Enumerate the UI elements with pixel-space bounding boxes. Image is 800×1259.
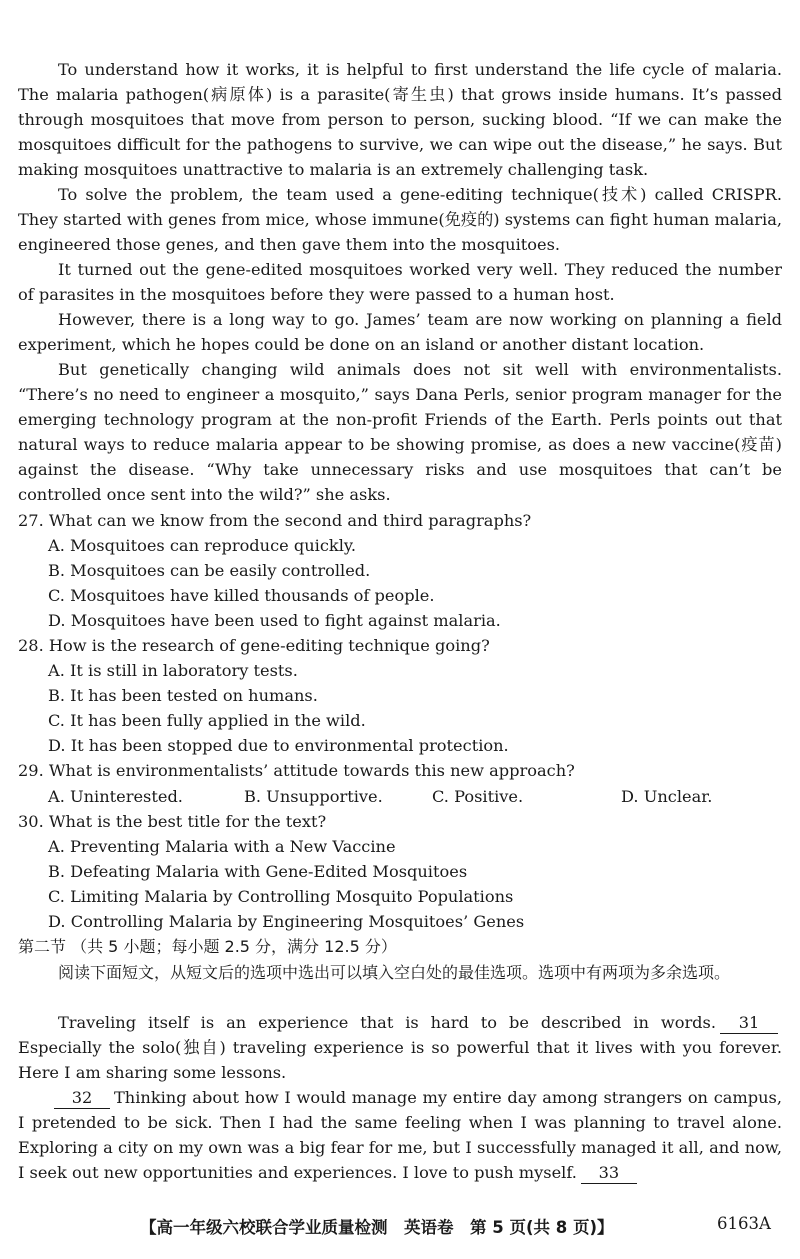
question-29-option-a: A. Uninterested. — [48, 787, 183, 806]
question-30-option-a: A. Preventing Malaria with a New Vaccine — [48, 837, 396, 856]
passage-paragraph-3: It turned out the gene-edited mosquitoes worked very well. They reduced the number of parasites in the mosquitoes before they were passed to a human host. — [18, 260, 782, 304]
question-30-stem: 30. What is the best title for the text? — [18, 812, 327, 831]
question-27-option-a: A. Mosquitoes can reproduce quickly. — [48, 536, 357, 555]
cloze-paragraph-2: 32 Thinking about how I would manage my entire day among strangers on campus, I pretended to be sick. Then I had the same feeling when I was planning to travel alone. Exploring a city on my own was a big fear for me, but I successfully managed it all, and now, I seek out new opportunities and experiences. I love to push myself. 33 — [18, 1088, 782, 1182]
question-28-stem: 28. How is the research of gene-editing technique going? — [18, 636, 490, 655]
question-27-option-d: D. Mosquitoes have been used to fight against malaria. — [48, 611, 501, 630]
question-28-option-b: B. It has been tested on humans. — [48, 686, 318, 705]
blank-32: 32 — [54, 1088, 110, 1109]
passage-paragraph-4: However, there is a long way to go. James’ team are now working on planning a field experiment, which he hopes could be done on an island or another distant location. — [18, 310, 782, 354]
question-29-option-b: B. Unsupportive. — [244, 787, 383, 806]
question-27-option-c: C. Mosquitoes have killed thousands of people. — [48, 586, 435, 605]
question-30-option-b: B. Defeating Malaria with Gene-Edited Mosquitoes — [48, 862, 468, 881]
question-28-option-a: A. It is still in laboratory tests. — [48, 661, 298, 680]
question-28-option-c: C. It has been fully applied in the wild. — [48, 711, 366, 730]
section-2-instruction: 阅读下面短文，从短文后的选项中选出可以填入空白处的最佳选项。选项中有两项为多余选项。 — [58, 963, 731, 982]
question-29-option-c: C. Positive. — [432, 787, 524, 806]
passage-paragraph-2: To solve the problem, the team used a gene-editing technique(技术) called CRISPR. They started with genes from mice, whose immune(免疫的) systems can fight human malaria, engineered those genes, and then gave them into the mosquitoes. — [18, 185, 782, 254]
question-27-stem: 27. What can we know from the second and third paragraphs? — [18, 511, 532, 530]
question-30-option-d: D. Controlling Malaria by Engineering Mosquitoes’ Genes — [48, 912, 525, 931]
blank-33: 33 — [581, 1163, 637, 1184]
section-2-heading: 第二节 （共 5 小题；每小题 2.5 分，满分 12.5 分） — [18, 937, 397, 956]
passage-paragraph-5: But genetically changing wild animals does not sit well with environmentalists. “There’s no need to engineer a mosquito,” says Dana Perls, senior program manager for the emerging technology program at the non-profit Friends of the Earth. Perls points out that natural ways to reduce malaria appear to be showing promise, as does a new vaccine(疫苗) against the disease. “Why take unnecessary risks and use mosquitoes that can’t be controlled once sent into the wild?” she asks. — [18, 360, 782, 504]
question-30-option-c: C. Limiting Malaria by Controlling Mosquito Populations — [48, 887, 514, 906]
page-footer-title: 【高一年级六校联合学业质量检测 英语卷 第 5 页(共 8 页)】 — [140, 1218, 614, 1237]
cloze-paragraph-1: Traveling itself is an experience that is hard to be described in words. 31Especially the solo(独自) traveling experience is so powerful that it lives with you forever. Here I am sharing some lessons. — [18, 1013, 782, 1082]
question-28-option-d: D. It has been stopped due to environmental protection. — [48, 736, 509, 755]
question-27-option-b: B. Mosquitoes can be easily controlled. — [48, 561, 371, 580]
question-29-stem: 29. What is environmentalists’ attitude towards this new approach? — [18, 761, 575, 780]
blank-31: 31 — [720, 1013, 778, 1034]
passage-paragraph-1: To understand how it works, it is helpful to first understand the life cycle of malaria. The malaria pathogen(病原体) is a parasite(寄生虫) that grows inside humans. It’s passed through mosquitoes that move from person to person, sucking blood. “If we can make the mosquitoes difficult for the pathogens to survive, we can wipe out the disease,” he says. But making mosquitoes unattractive to malaria is an extremely challenging task. — [18, 60, 782, 179]
question-29-option-d: D. Unclear. — [621, 787, 713, 806]
page-footer-code: 6163A — [717, 1214, 771, 1233]
